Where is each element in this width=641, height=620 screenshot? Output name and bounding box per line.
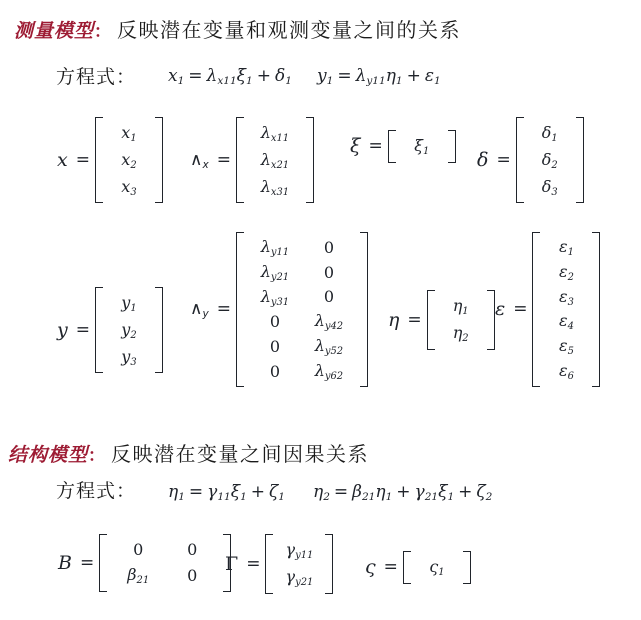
seq-eta2-plus1: + bbox=[396, 482, 411, 502]
Gamma-bracket bbox=[265, 534, 333, 594]
matrix-row bbox=[528, 174, 572, 201]
matrix-row bbox=[248, 174, 302, 201]
eq-y1-epsilon: $\varepsilon_1$ bbox=[424, 66, 441, 87]
zeta-vec-equals: = bbox=[383, 557, 398, 578]
measurement-equation-y1 bbox=[317, 66, 441, 87]
matrix-cell: $\varepsilon_6$ bbox=[559, 360, 574, 382]
Gamma-equals: = bbox=[246, 553, 261, 574]
matrix-cell: $x_3$ bbox=[121, 176, 137, 198]
matrix-cell: $\beta_{21}$ bbox=[127, 565, 150, 586]
xi-label: ξ bbox=[350, 135, 361, 158]
matrix-cell: $\delta_2$ bbox=[541, 149, 558, 171]
matrix-row bbox=[528, 147, 572, 174]
matrix-cell: 0 bbox=[269, 336, 281, 356]
matrix-cell: 0 bbox=[323, 287, 335, 307]
matrix-row bbox=[439, 293, 483, 320]
matrix-cell: $\lambda_{y62}$ bbox=[314, 360, 344, 382]
matrix-lambda-x bbox=[190, 117, 314, 203]
matrix-row bbox=[544, 260, 588, 285]
delta-label: δ bbox=[477, 149, 489, 172]
matrix-xi-vector bbox=[350, 130, 456, 163]
matrix-zeta-vector bbox=[365, 551, 471, 584]
matrix-row bbox=[111, 562, 219, 589]
matrix-cell: $\varsigma_1$ bbox=[429, 557, 445, 578]
matrix-cell: $x_2$ bbox=[121, 149, 137, 171]
eq-y1-lambda: $\lambda_{y11}$ bbox=[355, 66, 386, 87]
eq-x1-plus: + bbox=[256, 66, 271, 86]
matrix-cell: $y_3$ bbox=[121, 346, 137, 368]
structural-model-title-colon: ： bbox=[88, 446, 106, 465]
seq-eta1-plus: + bbox=[250, 482, 266, 502]
lambda-y-bracket bbox=[236, 232, 368, 387]
Gamma-label: Γ bbox=[225, 552, 239, 575]
matrix-row bbox=[544, 235, 588, 260]
eta-bracket bbox=[427, 290, 495, 350]
xi-equals: = bbox=[368, 136, 383, 157]
matrix-cell: $\xi_1$ bbox=[414, 136, 430, 157]
measurement-model-title-text: 反映潜在变量和观测变量之间的关系 bbox=[117, 18, 462, 42]
matrix-row bbox=[544, 285, 588, 310]
matrix-x-equals: = bbox=[75, 150, 90, 171]
matrix-cell: 0 bbox=[269, 312, 281, 332]
matrix-cell: $\lambda_{y21}$ bbox=[260, 261, 290, 283]
seq-eta2-gamma: $\gamma_{21}$ bbox=[414, 482, 439, 503]
eq-x1-equals: = bbox=[188, 66, 203, 86]
matrix-row bbox=[248, 120, 302, 147]
seq-eta2-eta1: $\eta_1$ bbox=[375, 482, 393, 503]
matrix-row bbox=[107, 290, 151, 317]
matrix-delta-vector bbox=[477, 117, 584, 203]
eq-y1-eta: $\eta_1$ bbox=[385, 66, 403, 87]
epsilon-bracket bbox=[532, 232, 600, 387]
B-bracket bbox=[99, 534, 231, 592]
structural-model-heading bbox=[8, 438, 369, 467]
matrix-cell: 0 bbox=[133, 540, 144, 559]
matrix-row bbox=[248, 235, 356, 260]
matrix-row bbox=[248, 309, 356, 334]
seq-eta1-zeta: $\zeta_1$ bbox=[269, 482, 285, 503]
matrix-cell: $\lambda_{x31}$ bbox=[260, 176, 290, 198]
eq-x1-xi: $\xi_1$ bbox=[236, 66, 253, 87]
matrix-row bbox=[248, 285, 356, 310]
matrix-cell: $\lambda_{x11}$ bbox=[260, 123, 290, 144]
matrix-row bbox=[107, 147, 151, 174]
eq-x1-lambda: $\lambda_{x11}$ bbox=[206, 66, 237, 87]
xi-bracket bbox=[388, 130, 456, 163]
matrix-cell: $x_1$ bbox=[121, 123, 137, 144]
matrix-y-vector bbox=[57, 287, 163, 373]
matrix-row bbox=[107, 174, 151, 201]
eta-equals: = bbox=[407, 309, 422, 330]
matrix-row bbox=[277, 564, 321, 591]
matrix-x-label: x bbox=[57, 149, 68, 172]
matrix-cell: $\lambda_{y11}$ bbox=[260, 237, 290, 258]
matrix-cell: 0 bbox=[323, 237, 335, 257]
matrix-cell: $\eta_2$ bbox=[452, 322, 469, 344]
structural-equation-eta2 bbox=[313, 482, 492, 503]
structural-model-title-text: 反映潜在变量之间因果关系 bbox=[111, 442, 370, 466]
matrix-cell: 0 bbox=[269, 361, 281, 381]
matrix-cell: $\delta_1$ bbox=[541, 123, 558, 144]
eq-x1-lhs: $x_1$ bbox=[168, 66, 185, 87]
seq-eta2-beta: $\beta_{21}$ bbox=[352, 482, 376, 503]
matrix-x-bracket bbox=[95, 117, 163, 203]
matrix-Gamma bbox=[225, 534, 333, 594]
matrix-cell: $\lambda_{y31}$ bbox=[260, 286, 290, 308]
matrix-y-bracket bbox=[95, 287, 163, 373]
B-equals: = bbox=[79, 552, 95, 573]
eq-y1-lhs: $y_1$ bbox=[317, 66, 334, 87]
seq-eta2-plus2: + bbox=[458, 482, 473, 502]
matrix-epsilon-vector bbox=[495, 232, 600, 387]
matrix-row bbox=[111, 537, 219, 562]
matrix-y-equals: = bbox=[75, 320, 90, 341]
delta-bracket bbox=[516, 117, 584, 203]
matrix-row bbox=[415, 554, 459, 581]
structural-model-title-red: 结构模型 bbox=[8, 444, 89, 466]
matrix-cell: $\lambda_{y52}$ bbox=[314, 336, 344, 357]
matrix-cell: $\gamma_{y21}$ bbox=[285, 566, 314, 588]
lambda-y-equals: = bbox=[216, 299, 231, 320]
matrix-cell: $\delta_3$ bbox=[541, 176, 558, 198]
seq-eta2-equals: = bbox=[333, 482, 349, 502]
matrix-B bbox=[58, 534, 231, 592]
zeta-vec-label: ς bbox=[365, 556, 376, 579]
matrix-eta-vector bbox=[388, 290, 495, 350]
matrix-row bbox=[107, 317, 151, 344]
matrix-row bbox=[544, 359, 588, 384]
matrix-cell: 0 bbox=[187, 565, 198, 585]
zeta-vec-bracket bbox=[403, 551, 471, 584]
matrix-cell: $\varepsilon_3$ bbox=[559, 286, 574, 308]
matrix-row bbox=[277, 537, 321, 564]
matrix-cell: $\eta_1$ bbox=[452, 296, 469, 317]
structural-equation-eta1 bbox=[168, 482, 285, 503]
measurement-model-title-colon: ： bbox=[94, 22, 112, 41]
structural-equation-label: 方程式： bbox=[56, 480, 137, 502]
seq-eta1-equals: = bbox=[188, 482, 204, 502]
matrix-row bbox=[248, 359, 356, 384]
matrix-cell: $y_1$ bbox=[121, 293, 137, 314]
matrix-row bbox=[248, 147, 302, 174]
eq-y1-plus: + bbox=[406, 66, 421, 86]
matrix-cell: $\varepsilon_4$ bbox=[559, 311, 574, 333]
measurement-equation-label: 方程式： bbox=[56, 66, 137, 88]
seq-eta1-xi: $\xi_1$ bbox=[230, 482, 247, 503]
delta-equals: = bbox=[496, 150, 511, 171]
matrix-x-vector bbox=[57, 117, 163, 203]
seq-eta2-xi: $\xi_1$ bbox=[438, 482, 455, 503]
matrix-row bbox=[248, 260, 356, 285]
seq-eta2-lhs: $\eta_2$ bbox=[313, 482, 330, 503]
measurement-model-title-red: 测量模型 bbox=[14, 20, 95, 42]
lambda-x-equals: = bbox=[216, 150, 231, 171]
seq-eta1-lhs: $\eta_1$ bbox=[168, 482, 185, 503]
matrix-y-label: y bbox=[57, 319, 68, 342]
matrix-row bbox=[439, 320, 483, 347]
matrix-row bbox=[528, 120, 572, 147]
matrix-cell: 0 bbox=[323, 262, 335, 282]
matrix-cell: $\lambda_{x21}$ bbox=[260, 149, 290, 171]
matrix-cell: $\varepsilon_2$ bbox=[559, 261, 574, 283]
matrix-lambda-y bbox=[190, 232, 368, 387]
matrix-cell: $\varepsilon_5$ bbox=[559, 336, 574, 357]
matrix-cell: $y_2$ bbox=[121, 319, 137, 341]
matrix-cell: 0 bbox=[187, 540, 198, 559]
matrix-row bbox=[107, 120, 151, 147]
B-label: B bbox=[58, 551, 72, 574]
lambda-x-bracket bbox=[236, 117, 314, 203]
seq-eta2-zeta: $\zeta_2$ bbox=[476, 482, 493, 503]
epsilon-label: ε bbox=[495, 298, 506, 321]
matrix-row bbox=[400, 133, 444, 160]
matrix-cell: $\gamma_{y11}$ bbox=[285, 540, 314, 561]
seq-eta1-gamma: $\gamma_{11}$ bbox=[207, 482, 231, 503]
matrix-row bbox=[544, 309, 588, 334]
matrix-row bbox=[544, 334, 588, 359]
measurement-model-heading bbox=[14, 14, 461, 43]
eta-label: η bbox=[388, 308, 400, 331]
matrix-cell: $\varepsilon_1$ bbox=[559, 237, 574, 258]
measurement-equation-x1 bbox=[168, 66, 292, 87]
lambda-x-label: $\wedge_x$ bbox=[190, 149, 209, 171]
eq-x1-delta: $\delta_1$ bbox=[275, 66, 292, 87]
lambda-y-label: $\wedge_y$ bbox=[190, 298, 209, 320]
matrix-cell: $\lambda_{y42}$ bbox=[314, 311, 344, 333]
eq-y1-equals: = bbox=[337, 66, 352, 86]
matrix-row bbox=[107, 344, 151, 371]
matrix-row bbox=[248, 334, 356, 359]
epsilon-equals: = bbox=[513, 299, 528, 320]
